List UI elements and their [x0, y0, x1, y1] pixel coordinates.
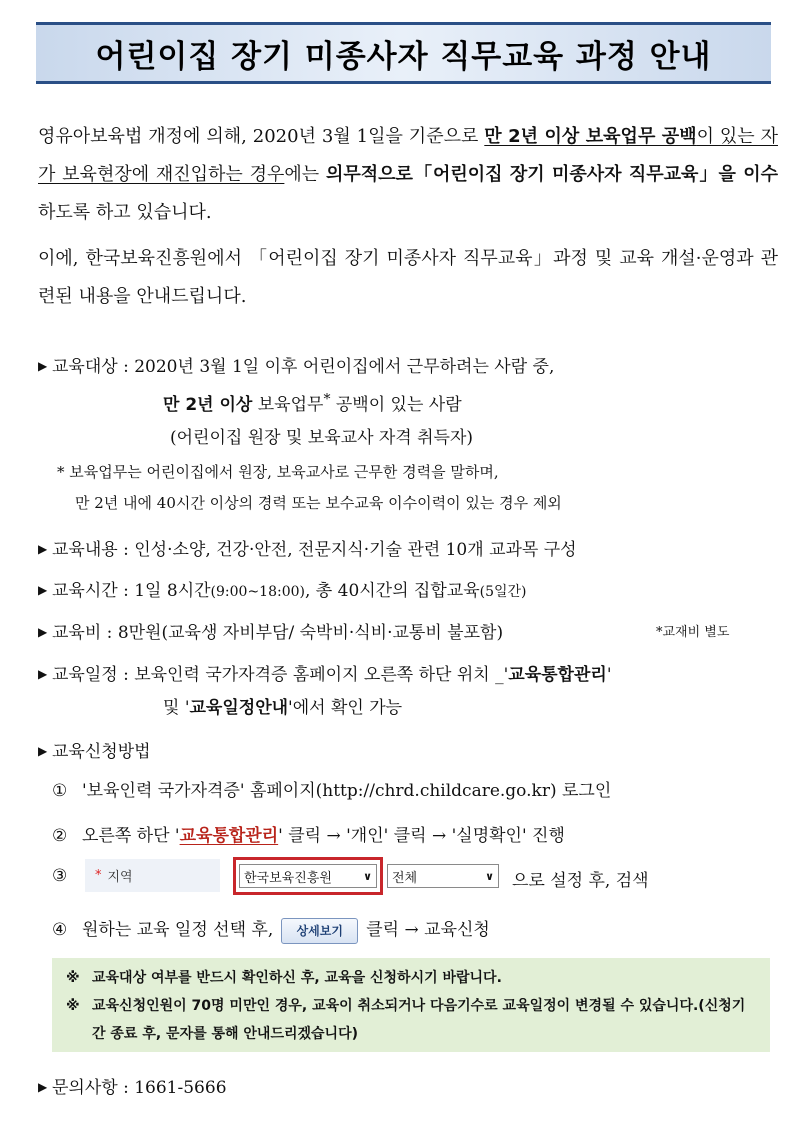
apply-step-4: ④ 원하는 교육 일정 선택 후, 상세보기 클릭 → 교육신청	[52, 915, 490, 944]
scope-select[interactable]: 전체 ∨	[387, 864, 499, 888]
schedule-row: ▶ 교육일정 : 보육인력 국가자격증 홈페이지 오른쪽 하단 위치 _'교육통합관리'	[38, 665, 612, 685]
intro-emphasis: 만 2년 이상 보육업무 공백	[484, 126, 697, 147]
intro-paragraph-2: 이에, 한국보육진흥원에서 「어린이집 장기 미종사자 직무교육」과정 및 교육 개설·운영과 관련된 내용을 안내드립니다.	[38, 248, 778, 307]
target-row	[38, 352, 554, 377]
chevron-down-icon: ∨	[363, 869, 372, 883]
notice-item: ※ 교육대상 여부를 반드시 확인하신 후, 교육을 신청하시기 바랍니다.	[66, 970, 502, 986]
notice-box	[52, 958, 770, 1052]
apply-step-1: ① '보육인력 국가자격증' 홈페이지(http://chrd.childcare.go.kr) 로그인	[52, 781, 612, 801]
fee-note: *교재비 별도	[656, 625, 730, 640]
fee-row	[38, 618, 503, 643]
content-label: 교육내용 :	[52, 540, 135, 560]
schedule-label: 교육일정 :	[52, 665, 135, 685]
intro-text: 영유아보육법 개정에 의해, 2020년 3월 1일을 기준으로	[38, 126, 485, 147]
triangle-bullet-icon: ▶	[38, 583, 48, 597]
apply-step-3-num: ③	[52, 866, 68, 886]
fee-label: 교육비 :	[52, 623, 118, 643]
chevron-down-icon: ∨	[485, 869, 494, 883]
intro-text: 하도록 하고 있습니다.	[38, 202, 212, 223]
target-note-1: * 보육업무는 어린이집에서 원장, 보육교사로 근무한 경력을 말하며,	[57, 463, 499, 481]
intro-underline: 이 있는 자가 보육현장에 재진입하는 경우	[38, 126, 778, 185]
triangle-bullet-icon: ▶	[38, 1080, 48, 1094]
time-label: 교육시간 :	[52, 581, 135, 601]
triangle-bullet-icon: ▶	[38, 667, 48, 681]
intro-paragraph-1	[38, 118, 778, 232]
schedule-line-2: 및 '교육일정안내'에서 확인 가능	[163, 698, 403, 718]
detail-view-button[interactable]: 상세보기	[281, 918, 358, 944]
contact-label: 문의사항 :	[52, 1078, 135, 1098]
contact-row	[38, 1073, 227, 1098]
triangle-bullet-icon: ▶	[38, 744, 48, 758]
region-select-highlight	[233, 857, 383, 895]
triangle-bullet-icon: ▶	[38, 359, 48, 373]
notice-item: ※ 교육신청인원이 70명 미만인 경우, 교육이 취소되거나 다음기수로 교육일정이 변경될 수 있습니다.(신청기간 종료 후, 문자를 통해 안내드리겠습니다)	[66, 998, 746, 1042]
target-line-1: 2020년 3월 1일 이후 어린이집에서 근무하려는 사람 중,	[134, 357, 555, 377]
triangle-bullet-icon: ▶	[38, 625, 48, 639]
region-select[interactable]: 한국보육진흥원 ∨	[239, 864, 377, 888]
intro-text: 에는	[284, 164, 326, 185]
region-field-label: * 지역	[85, 859, 220, 892]
apply-row	[38, 737, 151, 762]
intro-emphasis: 의무적으로「어린이집 장기 미종사자 직무교육」을 이수	[325, 164, 779, 185]
target-note-2: 만 2년 내에 40시간 이상의 경력 또는 보수교육 이수이력이 있는 경우 제외	[75, 494, 562, 512]
content-text: 인성·소양, 건강·안전, 전문지식·기술 관련 10개 교과목 구성	[134, 540, 577, 560]
contact-phone: 1661-5666	[134, 1078, 227, 1098]
apply-step-3-text: 으로 설정 후, 검색	[512, 871, 649, 891]
content-row	[38, 535, 577, 560]
apply-label: 교육신청방법	[52, 742, 151, 762]
title-banner	[36, 22, 771, 84]
page-title: 어린이집 장기 미종사자 직무교육 과정 안내	[95, 38, 712, 75]
target-label: 교육대상 :	[52, 357, 135, 377]
triangle-bullet-icon: ▶	[38, 542, 48, 556]
time-row: ▶ 교육시간 : 1일 8시간(9:00~18:00), 총 40시간의 집합교육(5일간)	[38, 581, 527, 601]
target-line-2: 만 2년 이상 보육업무* 공백이 있는 사람	[163, 391, 462, 415]
target-line-3: (어린이집 원장 및 보육교사 자격 취득자)	[170, 428, 474, 448]
apply-step-2: ② 오른쪽 하단 '교육통합관리' 클릭 → '개인' 클릭 → '실명확인' 진행	[52, 826, 565, 846]
fee-text: 8만원(교육생 자비부담/ 숙박비·식비·교통비 불포함)	[117, 623, 504, 643]
